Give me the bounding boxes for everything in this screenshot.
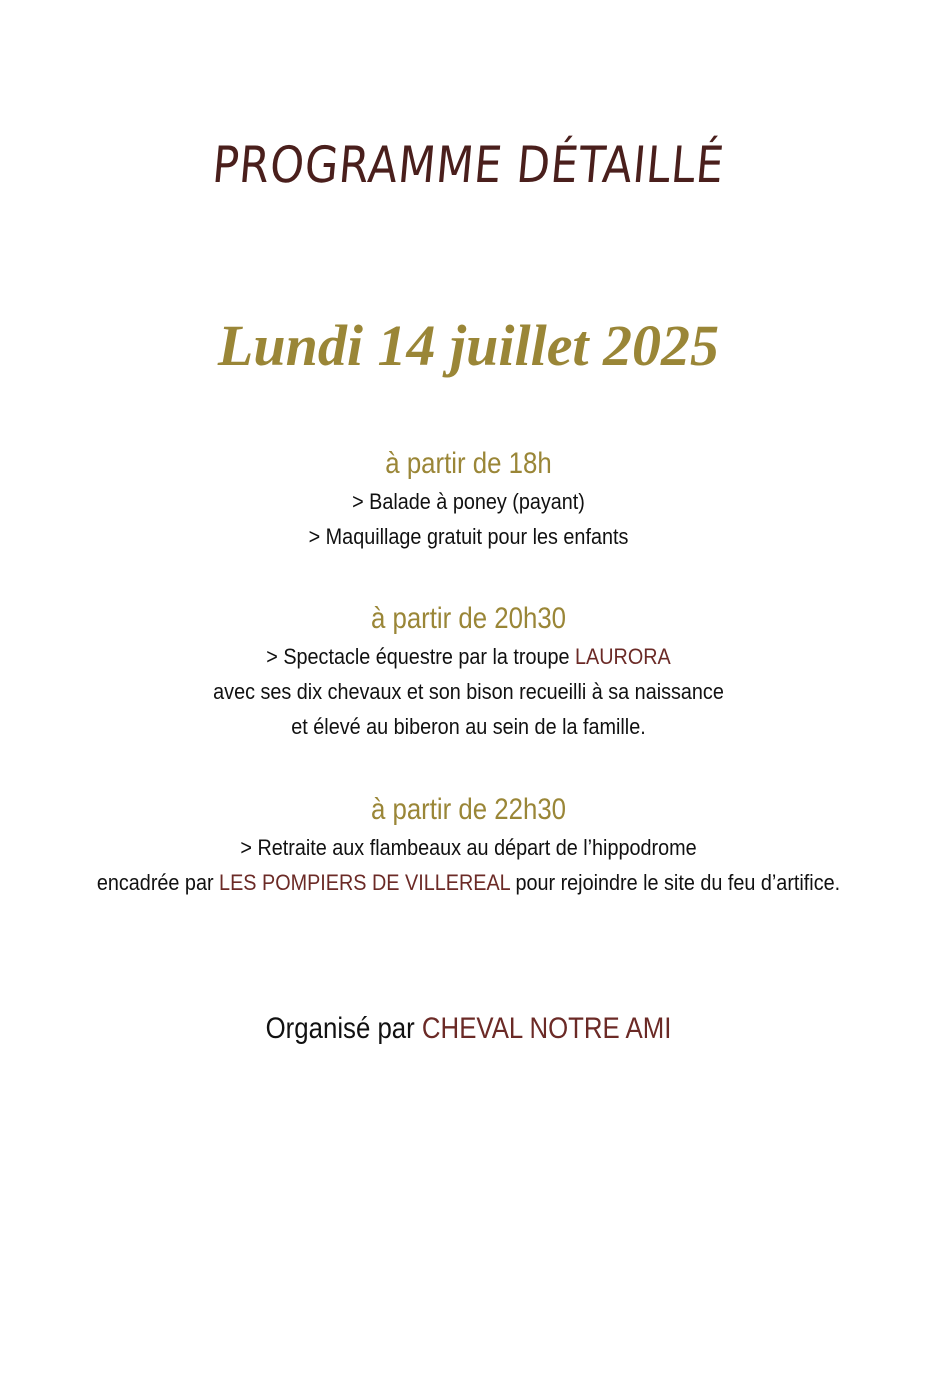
activity-line [47, 865, 890, 900]
activity-line [47, 639, 890, 674]
section-time: à partir de 22h30 [370, 793, 567, 826]
firefighters-name: LES POMPIERS DE VILLEREAL [219, 870, 510, 895]
activity-line: et élevé au biberon au sein de la famille. [291, 714, 646, 739]
activity-line: > Balade à poney (payant) [352, 489, 585, 514]
section-18h [0, 444, 937, 554]
section-20h30 [0, 599, 937, 744]
organizer-name: CHEVAL NOTRE AMI [421, 1012, 672, 1045]
activity-line: > Retraite aux flambeaux au départ de l’hippodrome [240, 835, 697, 860]
section-time: à partir de 18h [385, 447, 552, 480]
activity-text: > Spectacle équestre par la troupe [266, 644, 576, 669]
event-date: Lundi 14 juillet 2025 [217, 313, 720, 378]
organizer-line [66, 1007, 872, 1051]
organizer-prefix: Organisé par [265, 1012, 422, 1045]
section-22h30 [0, 790, 937, 900]
activity-text: pour rejoindre le site du feu d’artifice. [509, 870, 841, 895]
activity-line: > Maquillage gratuit pour les enfants [308, 524, 629, 549]
section-time: à partir de 20h30 [370, 602, 567, 635]
activity-text: encadrée par [96, 870, 220, 895]
troupe-name: LAURORA [575, 644, 671, 669]
activity-line: avec ses dix chevaux et son bison recueilli à sa naissance [213, 679, 724, 704]
page-title: PROGRAMME DÉTAILLÉ [210, 136, 727, 194]
